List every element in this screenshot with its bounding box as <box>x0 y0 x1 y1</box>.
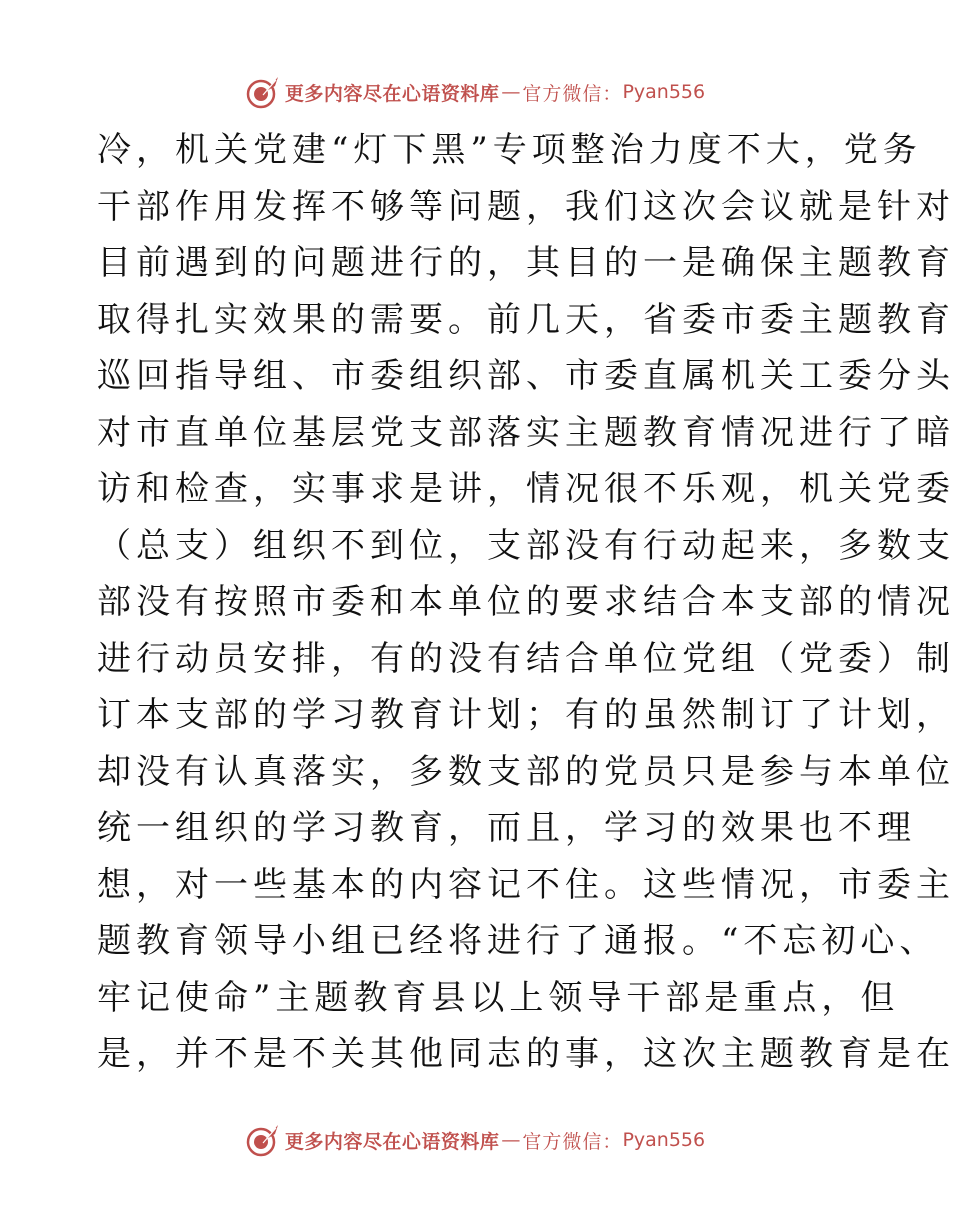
text-line: 统一组织的学习教育，而且，学习的效果也不理 <box>97 808 916 848</box>
quill-logo-icon <box>245 74 281 110</box>
text-line: 却没有认真落实，多数支部的党员只是参与本单位 <box>97 751 955 792</box>
document-body <box>97 122 955 1083</box>
footer-watermark <box>0 1120 950 1160</box>
text-line: 部没有按照市委和本单位的要求结合本支部的情况 <box>97 582 955 622</box>
watermark-wechat-id: Pyan556 <box>622 1129 706 1151</box>
watermark-wechat-id: Pyan556 <box>622 81 706 103</box>
text-line: 访和检查，实事求是讲，情况很不乐观，机关党委 <box>97 469 955 509</box>
watermark-main-text: 更多内容尽在心语资料库 <box>284 82 500 105</box>
watermark-official-label: 官方微信： <box>522 82 623 105</box>
text-line: 订本支部的学习教育计划；有的虽然制订了计划， <box>97 695 955 735</box>
text-line: 想，对一些基本的内容记不住。这些情况，市委主 <box>97 864 955 905</box>
text-line: （总支）组织不到位，支部没有行动起来，多数支 <box>97 525 955 566</box>
text-line: 干部作用发挥不够等问题，我们这次会议就是针对 <box>97 186 955 227</box>
text-line: 是，并不是不关其他同志的事，这次主题教育是在 <box>97 1034 955 1074</box>
text-line: 取得扎实效果的需要。前几天，省委市委主题教育 <box>97 299 955 340</box>
watermark-dash: — <box>501 1129 521 1151</box>
text-line: 牢记使命”主题教育县以上领导干部是重点，但 <box>97 977 900 1018</box>
text-line: 冷，机关党建“灯下黑”专项整治力度不大，党务 <box>97 130 922 170</box>
watermark-dash: — <box>501 81 521 103</box>
watermark-official-label: 官方微信： <box>522 1130 623 1153</box>
text-line: 进行动员安排，有的没有结合单位党组（党委）制 <box>97 638 955 679</box>
watermark-main-text: 更多内容尽在心语资料库 <box>284 1130 500 1153</box>
text-line: 巡回指导组、市委组织部、市委直属机关工委分头 <box>97 356 955 396</box>
text-line: 目前遇到的问题进行的，其目的一是确保主题教育 <box>97 243 955 283</box>
text-line: 题教育领导小组已经将进行了通报。“不忘初心、 <box>97 921 939 961</box>
quill-logo-icon <box>245 1122 281 1158</box>
header-watermark <box>0 72 950 112</box>
text-line: 对市直单位基层党支部落实主题教育情况进行了暗 <box>97 412 955 453</box>
